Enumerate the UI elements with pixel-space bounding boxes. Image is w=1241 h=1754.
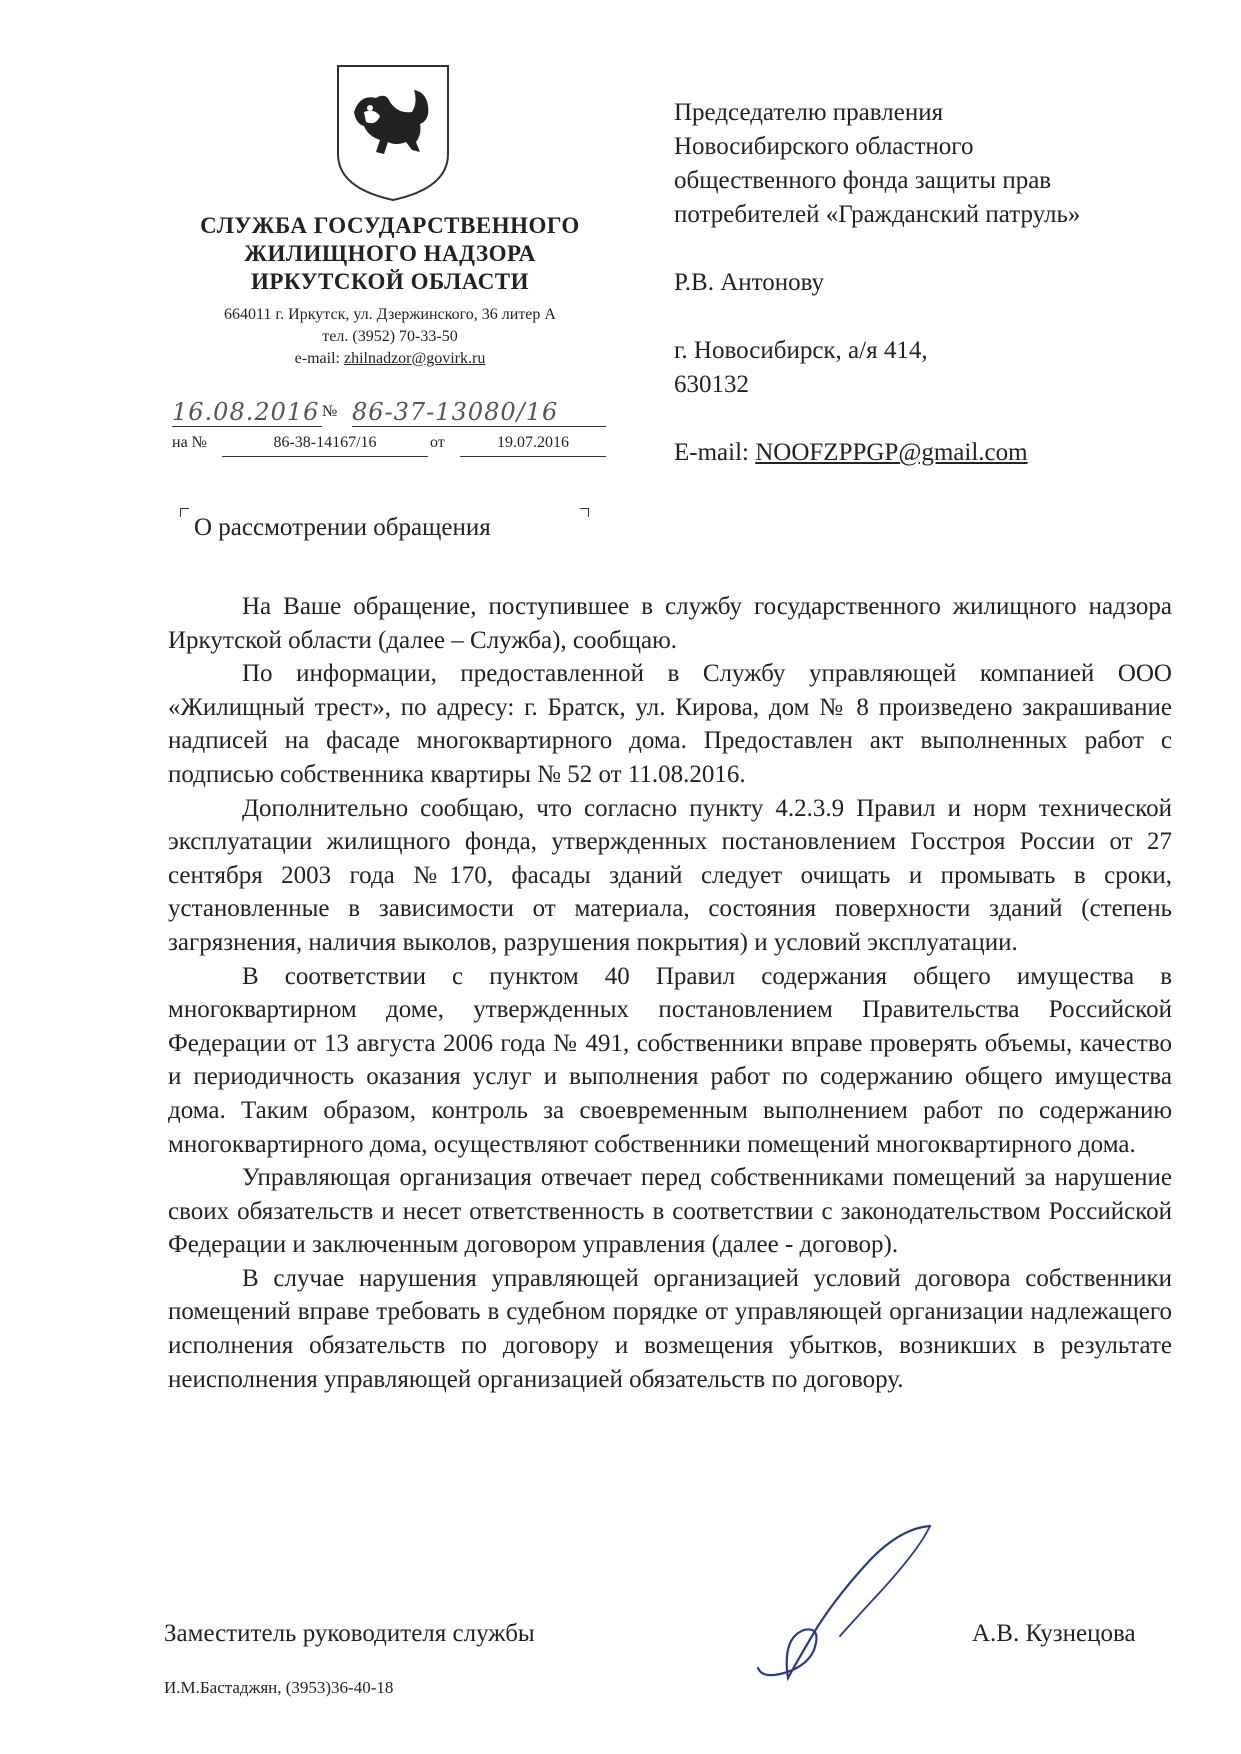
paragraph: В случае нарушения управляющей организацией условий договора собственники помещений вправе требовать в судебном порядке от управляющей организации надлежащего исполнения обязательств по договору и возмещения убытков, возникших в результате неисполнения управляющей организацией обязательств по договору.: [168, 1264, 1172, 1393]
subject-corner-left: [180, 508, 189, 517]
paragraph: В соответствии с пунктом 40 Правил содержания общего имущества в многоквартирном доме, утвержденных постановлением Правительства Российской Федерации от 13 августа 2006 года № 491, собственники вправе проверять объемы, качество и периодичность оказания услуг и выполнения работ по содержанию общего имущества дома. Таким образом, контроль за своевременным выполнением работ по содержанию многоквартирного дома, осуществляют собственники помещений многоквартирного дома.: [168, 962, 1172, 1158]
ref-date: 19.07.2016: [460, 434, 606, 457]
paragraph: По информации, предоставленной в Службу управляющей компанией ООО «Жилищный трест», по адресу: г. Братск, ул. Кирова, дом № 8 произведено закрашивание надписей на фасаде многоквартирного дома. Предоставлен акт выполненных работ с подписью собственника квартиры № 52 от 11.08.2016.: [168, 660, 1172, 788]
number-sign: №: [322, 403, 338, 420]
recipient-line2: Новосибирского областного: [674, 133, 974, 160]
recipient-address1: г. Новосибирск, а/я 414,: [674, 337, 928, 364]
org-name-line3: ИРКУТСКОЙ ОБЛАСТИ: [250, 269, 530, 294]
recipient-name: Р.В. Антонову: [674, 269, 825, 296]
signer-title: Заместитель руководителя службы: [164, 1620, 535, 1647]
recipient-address2: 630132: [674, 371, 749, 398]
executor-info: И.М.Бастаджян, (3953)36-40-18: [164, 1678, 394, 1697]
org-email-link[interactable]: zhilnadzor@govirk.ru: [343, 350, 486, 367]
ref-number: 86-38-14167/16: [222, 434, 428, 457]
ref-from-label: от: [430, 434, 445, 451]
org-name: [160, 212, 620, 296]
org-address: 664011 г. Иркутск, ул. Дзержинского, 36 литер А: [224, 306, 556, 323]
recipient-line4: потребителей «Гражданский патруль»: [674, 201, 1081, 228]
subject-line: О рассмотрении обращения: [194, 514, 491, 541]
handwritten-number: 86-37-13080/16: [352, 398, 606, 427]
subject-corner-right: [580, 508, 589, 517]
recipient-line1: Председателю правления: [674, 99, 944, 126]
recipient-email-label: E-mail:: [674, 439, 749, 466]
recipient-block: [674, 96, 1194, 470]
paragraph: На Ваше обращение, поступившее в службу государственного жилищного надзора Иркутской области (далее – Служба), сообщаю.: [168, 593, 1172, 654]
paragraph: Управляющая организация отвечает перед собственниками помещений за нарушение своих обязательств и несет ответственность в соответствии с законодательством Российской Федерации и заключенным договором управления (далее - договор).: [168, 1164, 1172, 1259]
handwritten-date: 16.08.2016: [172, 398, 322, 427]
letter-body: [168, 590, 1172, 1396]
recipient-line3: общественного фонда защиты прав: [674, 167, 1052, 194]
org-name-line2: ЖИЛИЩНОГО НАДЗОРА: [244, 241, 536, 266]
paragraph: Дополнительно сообщаю, что согласно пункту 4.2.3.9 Правил и норм технической эксплуатации жилищного фонда, утвержденных постановлением Госстроя России от 27 сентября 2003 года №170, фасады зданий следует очищать и промывать в сроки, установленные в зависимости от материала, состояния поверхности зданий (степень загрязнения, наличия выколов, разрушения покрытия) и условий эксплуатации.: [168, 794, 1172, 956]
org-email-label: e-mail:: [294, 350, 340, 367]
ref-label: на №: [172, 434, 207, 451]
recipient-email-row: [674, 436, 1194, 470]
org-name-line1: СЛУЖБА ГОСУДАРСТВЕННОГО: [200, 213, 580, 238]
org-address-block: [160, 304, 620, 370]
handwritten-signature: [752, 1518, 942, 1688]
org-email-row: [160, 348, 620, 370]
signer-name: А.В. Кузнецова: [972, 1620, 1136, 1647]
org-phone: тел. (3952) 70-33-50: [322, 328, 458, 345]
recipient-email-link[interactable]: NOOFZPPGP@gmail.com: [755, 439, 1028, 466]
coat-of-arms-icon: [334, 62, 452, 202]
